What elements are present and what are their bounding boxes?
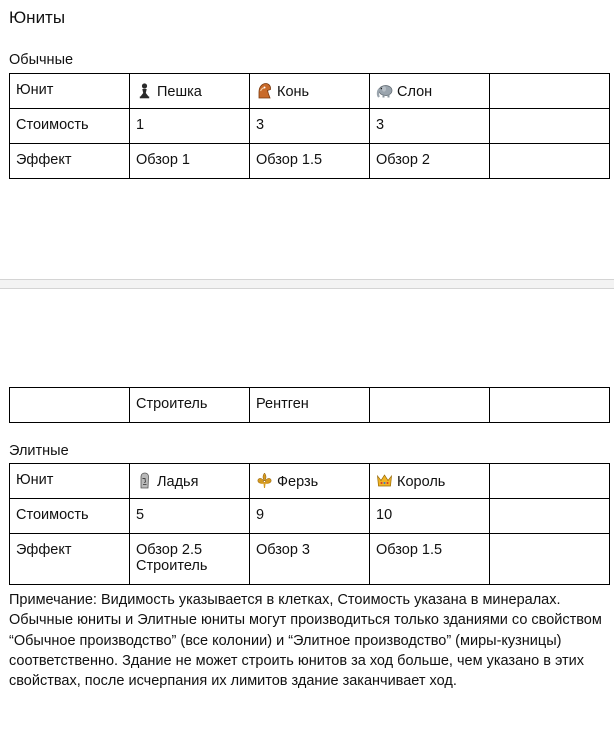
pawn-icon <box>136 82 153 99</box>
unit-name: Король <box>397 474 446 490</box>
page-break <box>0 279 614 289</box>
table-cell: 1 <box>130 109 250 144</box>
page-title: Юниты <box>9 8 66 27</box>
table-cell <box>490 109 610 144</box>
table-cell: Юнит <box>10 464 130 499</box>
unit-name: Ферзь <box>277 474 319 490</box>
table-cell: 5 <box>130 499 250 534</box>
note-line: Обычные юниты и Элитные юниты могут производиться только зданиями со свойством “Обычное производство” (все колонии) и “Элитное производство” (миры-кузницы) соответственно. Здание не может строить юнитов за ход больше, чем указано в этих свойствах, после исчерпания их лимитов здание заканчивает ход. <box>9 612 602 690</box>
table-cell <box>490 74 610 109</box>
note-line: Примечание: Видимость указывается в клетках, Стоимость указана в минералах. <box>9 592 561 608</box>
table-cell <box>370 74 490 109</box>
table-cell: Обзор 2 <box>370 144 490 179</box>
table-cell: 3 <box>370 109 490 144</box>
table-cell <box>370 388 490 423</box>
table-cell: Строитель <box>130 388 250 423</box>
table-cell <box>490 144 610 179</box>
table-cell <box>490 464 610 499</box>
table-cell: Обзор 1.5 <box>250 144 370 179</box>
table-cell: Обзор 1.5 <box>370 534 490 585</box>
table-cell: Обзор 1 <box>130 144 250 179</box>
unit-name: Пешка <box>157 84 202 100</box>
table-row <box>10 534 610 585</box>
table-cell: Эффект <box>10 534 130 585</box>
table-cell <box>10 388 130 423</box>
table-row <box>10 74 610 109</box>
regular-units-table <box>9 73 610 179</box>
table-cell: 3 <box>250 109 370 144</box>
table-cell <box>370 464 490 499</box>
note <box>9 590 609 691</box>
table-row <box>10 388 610 423</box>
table-cell: 10 <box>370 499 490 534</box>
table-cell <box>250 74 370 109</box>
table-cell: Обзор 3 <box>250 534 370 585</box>
table-cell <box>130 534 250 585</box>
regular-units-table-continued <box>9 387 610 423</box>
moai-icon <box>136 472 153 489</box>
table-cell: Юнит <box>10 74 130 109</box>
table-row <box>10 144 610 179</box>
table-cell: 9 <box>250 499 370 534</box>
table-row <box>10 499 610 534</box>
table-row <box>10 109 610 144</box>
knight-icon <box>256 82 273 99</box>
elite-units-heading: Элитные <box>9 443 69 459</box>
crown-icon <box>376 472 393 489</box>
unit-name: Ладья <box>157 474 199 490</box>
table-cell: Эффект <box>10 144 130 179</box>
table-cell <box>490 534 610 585</box>
unit-name: Конь <box>277 84 310 100</box>
table-cell: Стоимость <box>10 499 130 534</box>
table-cell <box>490 499 610 534</box>
cell-line: Строитель <box>136 558 208 574</box>
unit-name: Слон <box>397 84 433 100</box>
table-cell: Стоимость <box>10 109 130 144</box>
table-cell <box>130 464 250 499</box>
cell-line: Обзор 2.5 <box>136 542 203 558</box>
table-cell <box>130 74 250 109</box>
elite-units-table <box>9 463 610 585</box>
fleur-de-lis-icon <box>256 472 273 489</box>
regular-units-heading: Обычные <box>9 52 74 68</box>
table-cell: Рентген <box>250 388 370 423</box>
table-cell <box>250 464 370 499</box>
table-cell <box>490 388 610 423</box>
elephant-icon <box>376 82 393 99</box>
table-row <box>10 464 610 499</box>
